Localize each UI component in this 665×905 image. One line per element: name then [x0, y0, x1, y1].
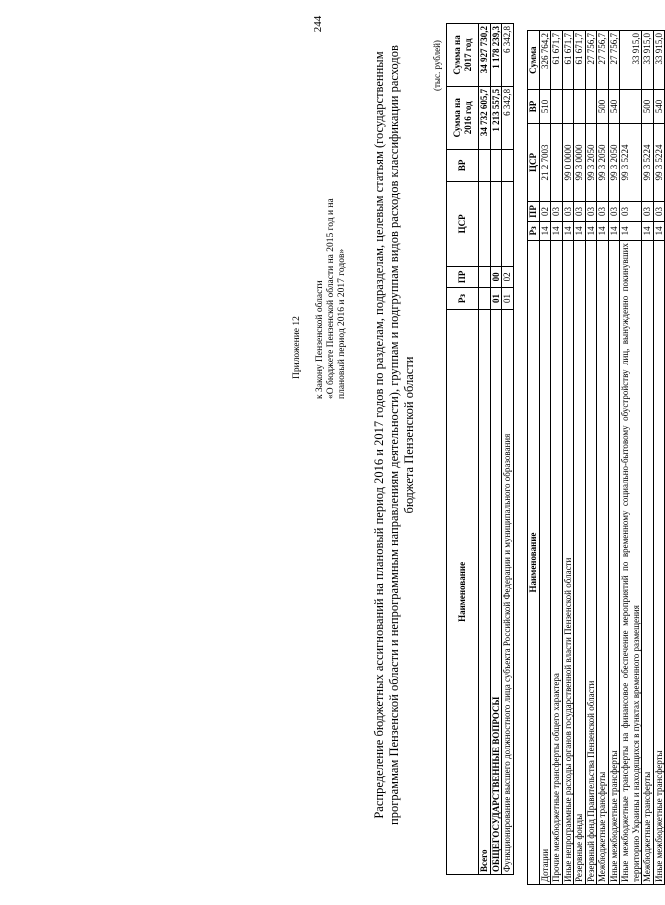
- cell-rz: 14: [585, 221, 597, 240]
- cell-csr: 99 3 2050: [585, 123, 597, 202]
- table-row: [653, 31, 665, 885]
- cell-sum-2017: 1 178 239,3: [490, 24, 502, 87]
- cell-name: Всего: [479, 309, 491, 874]
- cell-sum: 61 671,7: [562, 31, 574, 90]
- cell-rz: 14: [551, 221, 563, 240]
- cell-vr: [479, 149, 491, 181]
- cell-csr: 99 0 0000: [562, 123, 574, 202]
- cell-name: Иные непрограммные расходы органов государственной власти Пензенской области: [562, 241, 574, 885]
- cell-csr: 21 2 7003: [539, 123, 551, 202]
- cell-csr: [490, 182, 502, 266]
- cell-pr: 03: [574, 202, 586, 221]
- units-note: (тыс. рублей): [432, 40, 442, 91]
- header-sum-2017: Сумма на 2017 год: [447, 24, 479, 87]
- cell-name: ОБЩЕГОСУДАРСТВЕННЫЕ ВОПРОСЫ: [490, 309, 502, 874]
- cell-sum: 33 915,0: [620, 31, 642, 90]
- header-sum-2016: Сумма на 2016 год: [447, 86, 479, 149]
- table-row: [574, 31, 586, 885]
- cell-vr: 540: [608, 90, 620, 123]
- cell-vr: [585, 90, 597, 123]
- cell-sum-2016: 1 213 557,5: [490, 86, 502, 149]
- appendix-line: «О бюджете Пензенской области на 2015 год и на: [326, 198, 336, 399]
- cell-name: Иные межбюджетные трансферты: [608, 241, 620, 885]
- header-sum: Сумма: [528, 31, 540, 90]
- cell-sum: 27 756,7: [585, 31, 597, 90]
- cell-pr: 03: [608, 202, 620, 221]
- cell-rz: 14: [574, 221, 586, 240]
- cell-name: Резервные фонды: [574, 241, 586, 885]
- cell-name: Иные межбюджетные трансферты: [653, 241, 665, 885]
- allocation-table: [446, 23, 514, 875]
- cell-name: Межбюджетные трансферты: [597, 241, 609, 885]
- cell-vr: [490, 149, 502, 181]
- cell-sum: 27 756,7: [608, 31, 620, 90]
- table-row: [539, 31, 551, 885]
- table-row: [490, 24, 502, 875]
- document-title: Распределение бюджетных ассигнований на плановый период 2016 и 2017 годов по разделам, подразделам, целевым статьям (государственным программам Пензенской области и непрограммным направлениям деятельности), группам и подгруппам видов расходов классификации расходов бюджета Пензенской области: [372, 45, 416, 825]
- cell-vr: [502, 149, 514, 181]
- continuation-table: [527, 30, 665, 885]
- cell-rz: 01: [502, 288, 514, 310]
- page-number: 244: [312, 15, 324, 33]
- header-pr: ПР: [528, 202, 540, 221]
- cell-vr: 500: [597, 90, 609, 123]
- cell-csr: [479, 182, 491, 266]
- cell-name: Межбюджетные трансферты: [642, 241, 654, 885]
- cell-vr: 510: [539, 90, 551, 123]
- cell-csr: 99 3 5224: [620, 123, 642, 202]
- cell-csr: [551, 123, 563, 202]
- cell-pr: 03: [585, 202, 597, 221]
- appendix-line: к Закону Пензенской области: [315, 280, 325, 399]
- cell-pr: 02: [502, 266, 514, 288]
- cell-pr: 00: [490, 266, 502, 288]
- cell-pr: [479, 266, 491, 288]
- cell-sum-2016: 34 732 605,7: [479, 86, 491, 149]
- cell-vr: [620, 90, 642, 123]
- cell-pr: 03: [551, 202, 563, 221]
- appendix-line: плановый период 2016 и 2017 годов»: [337, 248, 347, 399]
- cell-sum: 61 671,7: [551, 31, 563, 90]
- header-rz: Рз: [447, 288, 479, 310]
- header-rz: Рз: [528, 221, 540, 240]
- table-row: [608, 31, 620, 885]
- header-csr: ЦСР: [528, 123, 540, 202]
- table-header: [528, 31, 540, 885]
- cell-name: Функционирование высшего должностного лица субъекта Российской Федерации и муниципального образования: [502, 309, 514, 874]
- table-row: [562, 31, 574, 885]
- appendix-label: Приложение 12: [292, 316, 302, 379]
- cell-name: Дотации: [539, 241, 551, 885]
- cell-pr: 03: [642, 202, 654, 221]
- header-csr: ЦСР: [447, 182, 479, 266]
- cell-rz: 14: [608, 221, 620, 240]
- cell-sum: 33 915,0: [642, 31, 654, 90]
- cell-vr: [574, 90, 586, 123]
- table-row: [502, 24, 514, 875]
- cell-name: Прочие межбюджетные трансферты общего характера: [551, 241, 563, 885]
- table-row: [597, 31, 609, 885]
- cell-sum-2017: 34 927 730,2: [479, 24, 491, 87]
- cell-pr: 03: [597, 202, 609, 221]
- cell-rz: 14: [539, 221, 551, 240]
- cell-sum: 33 915,0: [653, 31, 665, 90]
- cell-name: Иные межбюджетные трансферты на финансовое обеспечение мероприятий по временному социально-бытовому обустройству лиц, вынужденно покинувших территорию Украины и находящихся в пунктах временного размещения: [620, 241, 642, 885]
- table-row: [642, 31, 654, 885]
- cell-rz: 14: [562, 221, 574, 240]
- cell-vr: 540: [653, 90, 665, 123]
- header-name: Наименование: [528, 241, 540, 885]
- header-vr: ВР: [447, 149, 479, 181]
- cell-sum-2016: 6 342,8: [502, 86, 514, 149]
- table-row: [585, 31, 597, 885]
- header-name: Наименование: [447, 309, 479, 874]
- cell-csr: 99 3 0000: [574, 123, 586, 202]
- cell-pr: 02: [539, 202, 551, 221]
- cell-vr: [562, 90, 574, 123]
- cell-sum: 61 671,7: [574, 31, 586, 90]
- cell-sum: 27 756,7: [597, 31, 609, 90]
- table-row: [479, 24, 491, 875]
- cell-sum-2017: 6 342,8: [502, 24, 514, 87]
- cell-csr: [502, 182, 514, 266]
- appendix-header: [292, 198, 348, 399]
- cell-rz: 14: [597, 221, 609, 240]
- header-pr: ПР: [447, 266, 479, 288]
- cell-pr: 03: [653, 202, 665, 221]
- cell-rz: 14: [620, 221, 642, 240]
- cell-rz: [479, 288, 491, 310]
- cell-rz: 14: [642, 221, 654, 240]
- cell-sum: 326 764,2: [539, 31, 551, 90]
- cell-csr: 99 3 2050: [608, 123, 620, 202]
- table-row: [620, 31, 642, 885]
- table-row: [551, 31, 563, 885]
- cell-rz: 01: [490, 288, 502, 310]
- cell-pr: 03: [562, 202, 574, 221]
- cell-pr: 03: [620, 202, 642, 221]
- cell-csr: 99 3 2050: [597, 123, 609, 202]
- cell-name: Резервный фонд Правительства Пензенской области: [585, 241, 597, 885]
- table-header: [447, 24, 479, 875]
- cell-vr: 500: [642, 90, 654, 123]
- cell-csr: 99 3 5224: [642, 123, 654, 202]
- header-vr: ВР: [528, 90, 540, 123]
- cell-rz: 14: [653, 221, 665, 240]
- cell-vr: [551, 90, 563, 123]
- cell-csr: 99 3 5224: [653, 123, 665, 202]
